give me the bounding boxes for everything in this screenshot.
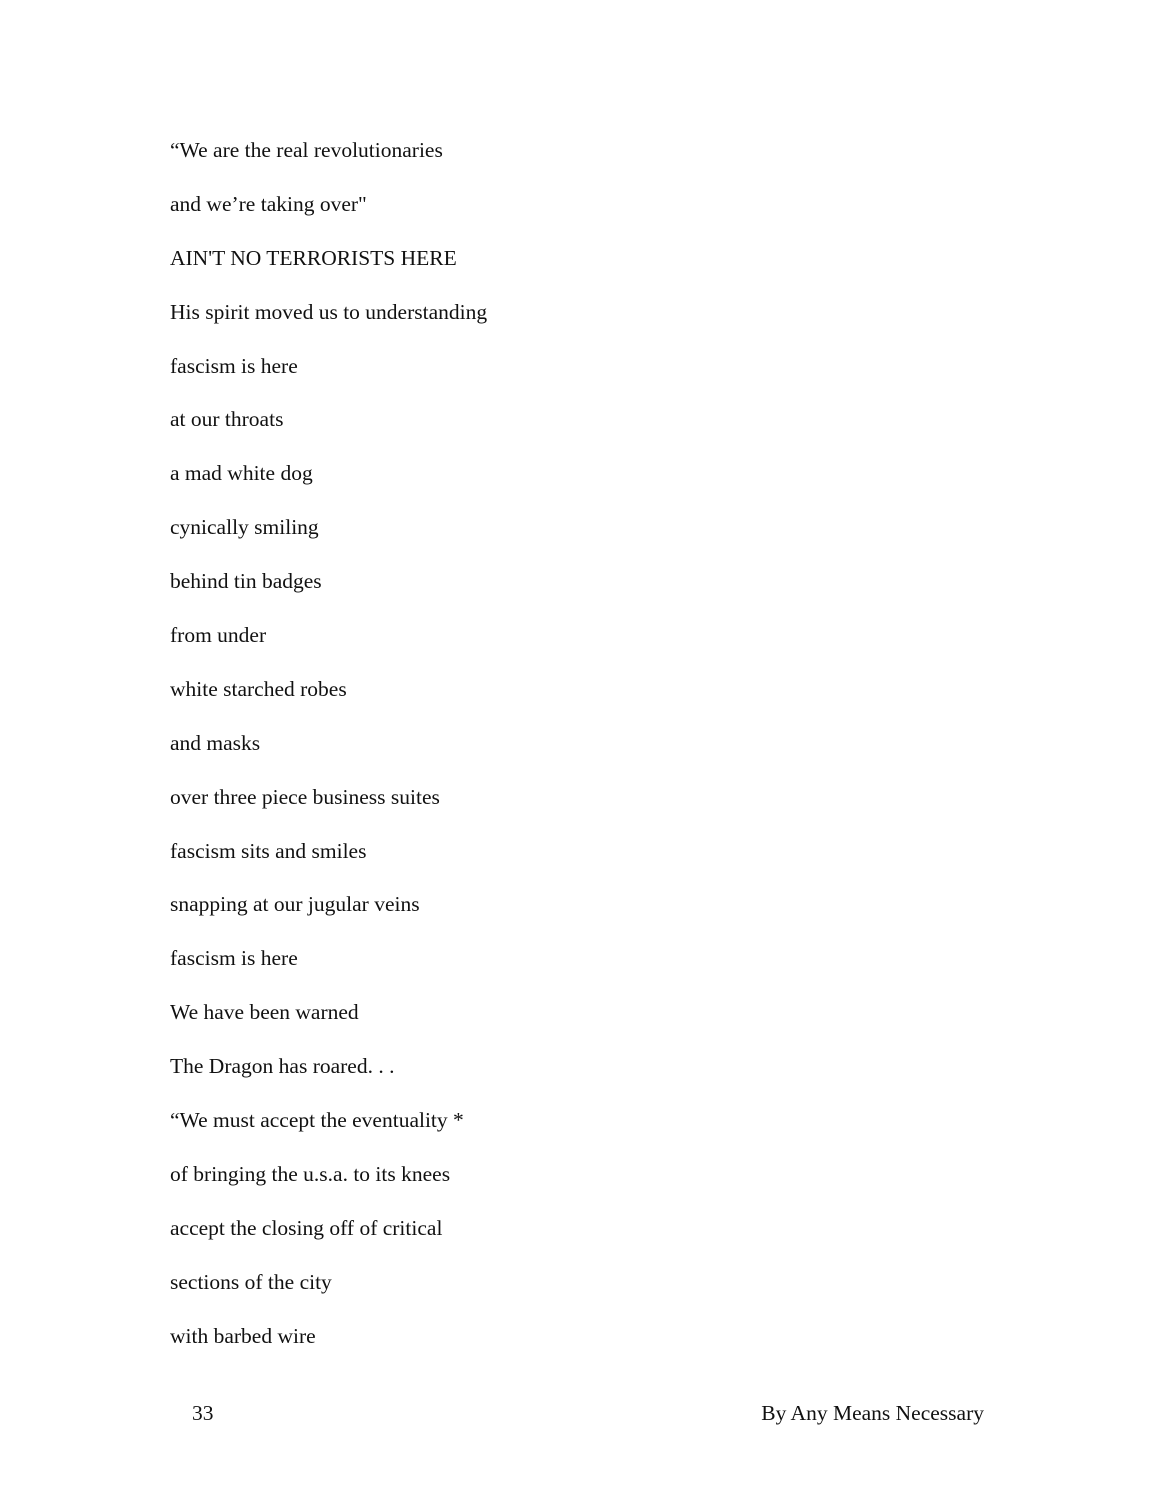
poem-line: at our throats — [170, 407, 284, 432]
poem-line: of bringing the u.s.a. to its knees — [170, 1161, 451, 1186]
poem-line: We have been warned — [170, 1000, 359, 1025]
poem-line: “We must accept the eventuality * — [170, 1108, 464, 1133]
poem-line: sections of the city — [170, 1269, 332, 1294]
page-number: 33 — [192, 1401, 214, 1425]
poem-line: behind tin badges — [170, 569, 322, 594]
poem-line: His spirit moved us to understanding — [170, 299, 488, 324]
poem-line: AIN'T NO TERRORISTS HERE — [170, 245, 457, 270]
poem-line: and masks — [170, 730, 261, 755]
poem-line: accept the closing off of critical — [170, 1215, 443, 1240]
poem-body — [170, 134, 487, 1373]
poem-line: fascism sits and smiles — [170, 838, 367, 863]
poem-line: from under — [170, 623, 267, 648]
poem-line: white starched robes — [170, 676, 347, 701]
poem-line: and we’re taking over" — [170, 191, 367, 216]
poem-line: fascism is here — [170, 353, 298, 378]
poem-line: with barbed wire — [170, 1323, 316, 1348]
poem-line: a mad white dog — [170, 461, 313, 486]
poem-line: fascism is here — [170, 946, 298, 971]
poem-line: cynically smiling — [170, 515, 319, 540]
poem-line: The Dragon has roared. . . — [170, 1054, 395, 1079]
poem-line: over three piece business suites — [170, 784, 440, 809]
poem-line: “We are the real revolutionaries — [170, 138, 443, 162]
footer-book-title: By Any Means Necessary — [761, 1401, 984, 1425]
poem-line: snapping at our jugular veins — [170, 892, 420, 917]
